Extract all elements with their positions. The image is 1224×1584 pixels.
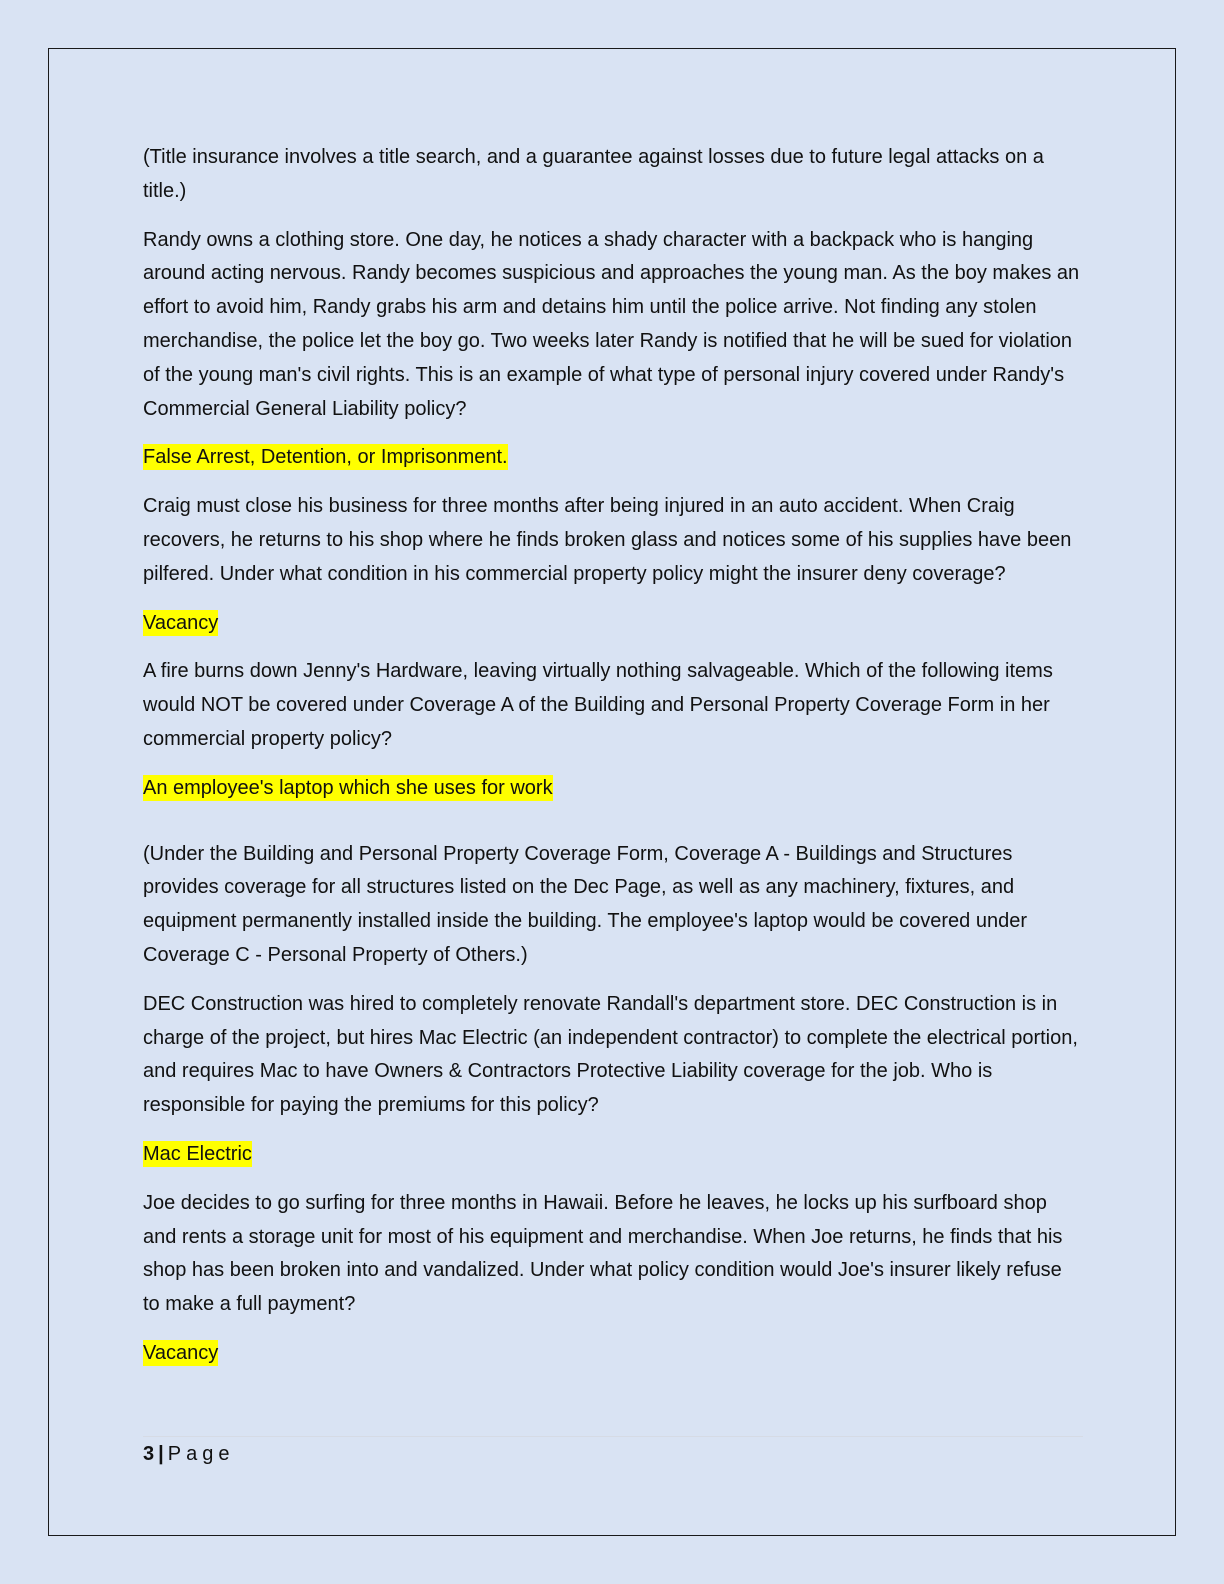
highlighted-answer: Vacancy bbox=[143, 1341, 219, 1364]
answer-craig bbox=[143, 607, 1083, 641]
page-number: 3 bbox=[143, 1443, 155, 1465]
question-dec-construction: DEC Construction was hired to completely renovate Randall's department store. DEC Construction is in charge of the project, but hires Mac Electric (an independent contractor) to complete the electrical portion, and requires Mac to have Owners & Contractors Protective Liability coverage for the job. Who is responsible for paying the premiums for this policy? bbox=[143, 992, 1078, 1117]
answer-randy bbox=[143, 441, 1083, 475]
question-jenny: A fire burns down Jenny's Hardware, leaving virtually nothing salvageable. Which of the following items would NOT be covered under Coverage A of the Building and Personal Property Coverage Form in her commercial property policy? bbox=[143, 660, 1053, 750]
answer-jenny bbox=[143, 772, 1083, 806]
answer-joe bbox=[143, 1337, 1083, 1371]
footer-separator: | bbox=[158, 1443, 164, 1465]
paragraph-coverage-note: (Under the Building and Personal Property Coverage Form, Coverage A - Buildings and Structures provides coverage for all structures listed on the Dec Page, as well as any machinery, fixtures, and equipment permanently installed inside the building. The employee's laptop would be covered under Coverage C - Personal Property of Others.) bbox=[143, 842, 1028, 966]
highlighted-answer: Vacancy bbox=[143, 611, 219, 634]
highlighted-answer: An employee's laptop which she uses for work bbox=[143, 776, 553, 799]
page-footer bbox=[143, 1440, 234, 1468]
question-joe: Joe decides to go surfing for three months in Hawaii. Before he leaves, he locks up his surfboard shop and rents a storage unit for most of his equipment and merchandise. When Joe returns, he finds that his shop has been broken into and vandalized. Under what policy condition would Joe's insurer likely refuse to make a full payment? bbox=[143, 1191, 1063, 1316]
answer-dec-construction bbox=[143, 1138, 1083, 1172]
document-body bbox=[143, 141, 1083, 1386]
page-label: Page bbox=[167, 1443, 235, 1465]
footer-divider bbox=[143, 1436, 1083, 1437]
highlighted-answer: False Arrest, Detention, or Imprisonment. bbox=[143, 446, 508, 469]
question-craig: Craig must close his business for three months after being injured in an auto accident. When Craig recovers, he returns to his shop where he finds broken glass and notices some of his supplies have been pilfered. Under what condition in his commercial property policy might the insurer deny coverage? bbox=[143, 495, 1072, 585]
paragraph-title-insurance-note: (Title insurance involves a title search, and a guarantee against losses due to future legal attacks on a title.) bbox=[143, 146, 1044, 202]
question-randy: Randy owns a clothing store. One day, he notices a shady character with a backpack who is hanging around acting nervous. Randy becomes suspicious and approaches the young man. As the boy makes an effort to avoid him, Randy grabs his arm and detains him until the police arrive. Not finding any stolen merchandise, the police let the boy go. Two weeks later Randy is notified that he will be sued for violation of the young man's civil rights. This is an example of what type of personal injury covered under Randy's Commercial General Liability policy? bbox=[143, 228, 1080, 420]
highlighted-answer: Mac Electric bbox=[143, 1142, 252, 1165]
